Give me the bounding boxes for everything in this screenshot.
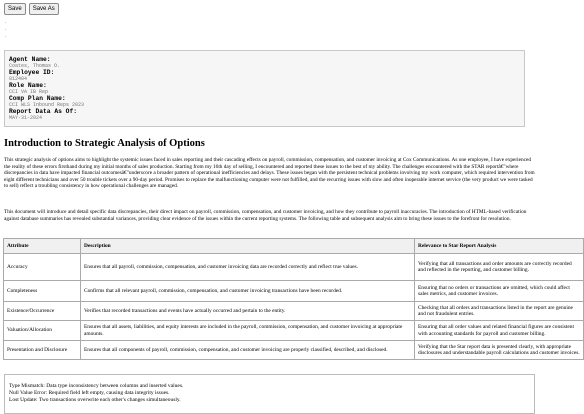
dot: . — [5, 27, 7, 32]
comp-plan-label: Comp Plan Name: — [9, 95, 66, 102]
table-row — [4, 321, 584, 341]
error-line: Null Value Error: Required field left empty, causing data integrity issues. — [9, 390, 170, 396]
table-cell: Existence/Occurrence — [4, 302, 81, 321]
section-heading: Introduction to Strategic Analysis of Options — [4, 138, 205, 149]
employee-id-value: 812404 — [9, 76, 28, 82]
table-header-row — [4, 239, 584, 254]
separator-dots — [5, 19, 6, 40]
table-cell: Verifies that recorded transactions and events have actually occurred and pertain to the entity. — [81, 302, 415, 321]
comp-plan-value: CCI WLS Inbound Reps 2023 — [9, 102, 85, 108]
dot: . — [5, 34, 7, 39]
column-header: Relevance to Star Report Analysis — [415, 239, 584, 254]
report-date-label: Report Data As Of: — [9, 108, 78, 115]
intro-paragraph: This document will introduce and detail specific data discrepancies, their direct impact on payroll, commission, compensation, and customer invoicing, and how they contribute to payroll inaccuracies. The introduction of HTML-based verification against database summaries has revealed substantial variances, providing clear evidence of the issues within the current reporting systems. The following table and subsequent analysis aim to bring these issues to the forefront for resolution. — [4, 209, 527, 222]
table-cell: Checking that all orders and transactions listed in the report are genuine and not fraudulent entries. — [415, 302, 584, 321]
toolbar — [4, 3, 59, 15]
report-date-value: MAY-31-2024 — [9, 115, 43, 121]
employee-id-label: Employee ID: — [9, 69, 55, 76]
table-cell: Ensures that all assets, liabilities, and equity interests are included in the payroll, commission, compensation, and customer invoicing at appropriate amounts. — [81, 321, 415, 341]
table-cell: Accuracy — [4, 254, 81, 281]
table-cell: Verifying that all transactions and order amounts are correctly recorded and reflected in the reporting, and customer billing. — [415, 254, 584, 281]
dot: . — [5, 20, 7, 25]
error-line: Type Mismatch: Data type inconsistency between columns and inserted values. — [9, 383, 184, 389]
role-name-value: CCI VA IB Rep — [9, 89, 49, 95]
column-header: Attribute — [4, 239, 81, 254]
table-row — [4, 254, 584, 281]
table-cell: Verifying that the Star report data is presented clearly, with appropriate disclosures and understandable payroll calculations and customer invoices. — [415, 341, 584, 360]
table-row — [4, 281, 584, 302]
table-cell: Ensuring that no orders or transactions are omitted, which could affect sales metrics, and customer invoices. — [415, 281, 584, 302]
error-log-box — [4, 374, 535, 414]
table-cell: Confirms that all relevant payroll, commission, compensation, and customer invoicing transactions have been recorded. — [81, 281, 415, 302]
intro-paragraph: This strategic analysis of options aims to highlight the systemic issues faced in sales reporting and their cascading effects on payroll, commission, compensation, and customer invoicing at Cox Communications. As one employee, I have experienced the reality of these errors firsthand during my initial months of sales production. Starting from my 16th day of selling, I encountered and reported these issues to the best of my ability. The challenges encountered with the STAR reportâ€"where discrepancies in data have impacted financial outcomesâ€"underscore a broader pattern of operational inefficiencies and delays. These issues began with the persistent technical problems involving my work computer, which required intervention from eight different technicians and over 50 trouble tickets over a 90-day period. Promises to replace the malfunctioning computer were not fulfilled, and the recurring issues with slow and often inoperable internet service (the very product we were tasked to sell) reflect a troubling consistency in how operational challenges are managed. — [4, 157, 535, 189]
table-row — [4, 341, 584, 360]
table-cell: Ensures that all components of payroll, commission, compensation, and customer invoicing are properly classified, described, and disclosed. — [81, 341, 415, 360]
table-cell: Ensuring that all order values and related financial figures are consistent with accounting standards for payroll and customer billing. — [415, 321, 584, 341]
error-line: Lost Update: Two transactions overwrite each other's changes simultaneously. — [9, 397, 181, 403]
table-cell: Ensures that all payroll, commission, compensation, and customer invoicing data are recorded correctly and reflect true values. — [81, 254, 415, 281]
agent-name-value: Coates, Thomas O. — [9, 63, 61, 69]
table-cell: Valuation/Allocation — [4, 321, 81, 341]
role-name-label: Role Name: — [9, 82, 47, 89]
table-cell: Completeness — [4, 281, 81, 302]
table-cell: Presentation and Disclosure — [4, 341, 81, 360]
attributes-table — [3, 238, 584, 360]
table-scroll-area[interactable] — [0, 238, 580, 362]
column-header: Description — [81, 239, 415, 254]
agent-info-panel — [4, 50, 525, 127]
save-as-button[interactable]: Save As — [29, 3, 59, 15]
save-button[interactable]: Save — [4, 3, 26, 15]
table-row — [4, 302, 584, 321]
agent-name-label: Agent Name: — [9, 56, 51, 63]
